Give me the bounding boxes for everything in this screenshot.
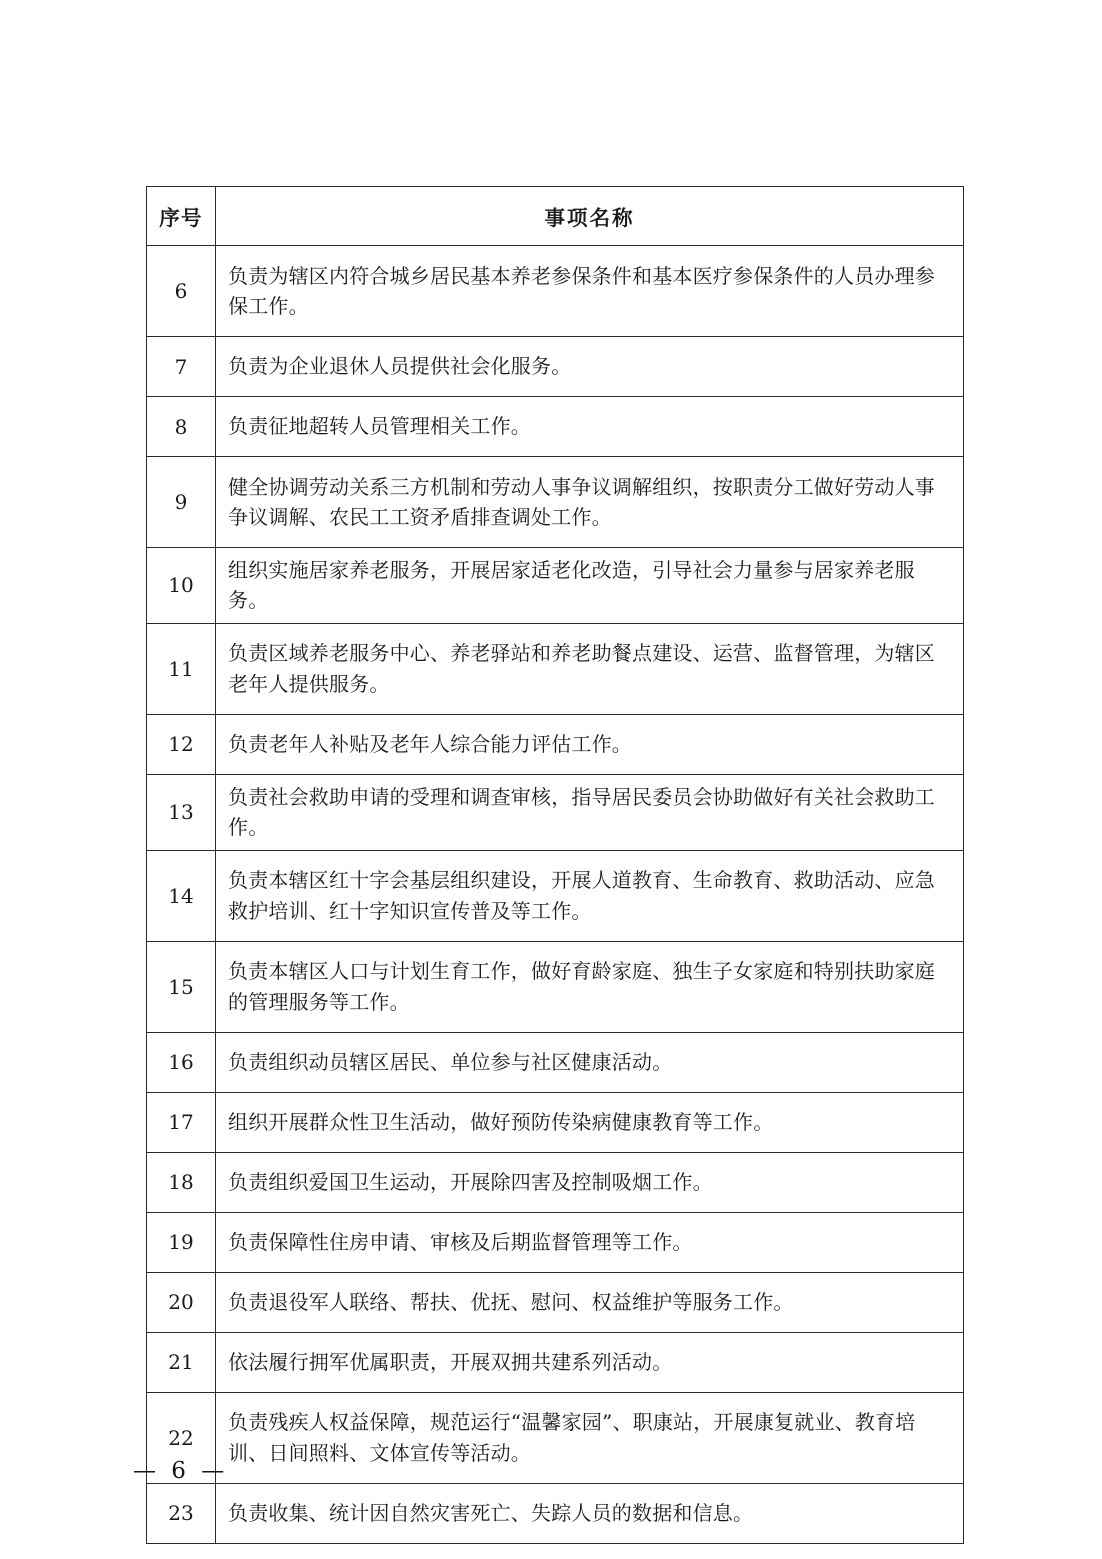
table-row <box>147 246 964 337</box>
table-row <box>147 337 964 397</box>
table-row <box>147 1332 964 1392</box>
row-index-cell: 15 <box>147 941 216 1032</box>
row-index-cell: 17 <box>147 1092 216 1152</box>
row-index-cell: 12 <box>147 714 216 774</box>
table-row <box>147 1212 964 1272</box>
row-name-cell: 负责为辖区内符合城乡居民基本养老参保条件和基本医疗参保条件的人员办理参保工作。 <box>216 246 964 337</box>
row-name-cell: 负责组织爱国卫生运动，开展除四害及控制吸烟工作。 <box>216 1152 964 1212</box>
row-index-cell: 6 <box>147 246 216 337</box>
row-index-cell: 10 <box>147 548 216 624</box>
row-name-cell: 负责保障性住房申请、审核及后期监督管理等工作。 <box>216 1212 964 1272</box>
row-index-cell: 20 <box>147 1272 216 1332</box>
row-index-cell: 21 <box>147 1332 216 1392</box>
row-name-cell: 负责残疾人权益保障，规范运行“温馨家园”、职康站，开展康复就业、教育培训、日间照料、文体宣传等活动。 <box>216 1392 964 1483</box>
row-index-cell: 22 <box>147 1392 216 1483</box>
row-index-cell: 18 <box>147 1152 216 1212</box>
table-body <box>147 246 964 1544</box>
row-name-cell: 组织开展群众性卫生活动，做好预防传染病健康教育等工作。 <box>216 1092 964 1152</box>
table-row <box>147 774 964 850</box>
row-index-cell: 19 <box>147 1212 216 1272</box>
table-row <box>147 714 964 774</box>
row-name-cell: 负责区域养老服务中心、养老驿站和养老助餐点建设、运营、监督管理，为辖区老年人提供服务。 <box>216 623 964 714</box>
row-name-cell: 负责老年人补贴及老年人综合能力评估工作。 <box>216 714 964 774</box>
table-row <box>147 1092 964 1152</box>
row-name-cell: 依法履行拥军优属职责，开展双拥共建系列活动。 <box>216 1332 964 1392</box>
row-index-cell: 8 <box>147 397 216 457</box>
column-header-index: 序号 <box>147 187 216 246</box>
row-name-cell: 负责本辖区人口与计划生育工作，做好育龄家庭、独生子女家庭和特别扶助家庭的管理服务等工作。 <box>216 941 964 1032</box>
table-row <box>147 1152 964 1212</box>
row-index-cell: 14 <box>147 850 216 941</box>
column-header-name: 事项名称 <box>216 187 964 246</box>
row-name-cell: 负责组织动员辖区居民、单位参与社区健康活动。 <box>216 1032 964 1092</box>
table-row <box>147 623 964 714</box>
row-name-cell: 负责社会救助申请的受理和调查审核，指导居民委员会协助做好有关社会救助工作。 <box>216 774 964 850</box>
responsibilities-table <box>146 186 964 1544</box>
row-name-cell: 负责为企业退休人员提供社会化服务。 <box>216 337 964 397</box>
table-row <box>147 457 964 548</box>
table-row <box>147 1483 964 1543</box>
row-name-cell: 健全协调劳动关系三方机制和劳动人事争议调解组织，按职责分工做好劳动人事争议调解、农民工工资矛盾排查调处工作。 <box>216 457 964 548</box>
row-index-cell: 16 <box>147 1032 216 1092</box>
row-index-cell: 23 <box>147 1483 216 1543</box>
row-name-cell: 负责本辖区红十字会基层组织建设，开展人道教育、生命教育、救助活动、应急救护培训、红十字知识宣传普及等工作。 <box>216 850 964 941</box>
row-index-cell: 11 <box>147 623 216 714</box>
row-name-cell: 组织实施居家养老服务，开展居家适老化改造，引导社会力量参与居家养老服务。 <box>216 548 964 624</box>
table-row <box>147 850 964 941</box>
row-name-cell: 负责退役军人联络、帮扶、优抚、慰问、权益维护等服务工作。 <box>216 1272 964 1332</box>
page-number: — 6 — <box>133 1458 229 1484</box>
row-index-cell: 13 <box>147 774 216 850</box>
row-index-cell: 7 <box>147 337 216 397</box>
table-header <box>147 187 964 246</box>
table-row <box>147 1032 964 1092</box>
table-row <box>147 1392 964 1483</box>
table-header-row <box>147 187 964 246</box>
row-name-cell: 负责收集、统计因自然灾害死亡、失踪人员的数据和信息。 <box>216 1483 964 1543</box>
row-index-cell: 9 <box>147 457 216 548</box>
table-row <box>147 397 964 457</box>
table-row <box>147 941 964 1032</box>
table-row <box>147 548 964 624</box>
table-row <box>147 1272 964 1332</box>
row-name-cell: 负责征地超转人员管理相关工作。 <box>216 397 964 457</box>
